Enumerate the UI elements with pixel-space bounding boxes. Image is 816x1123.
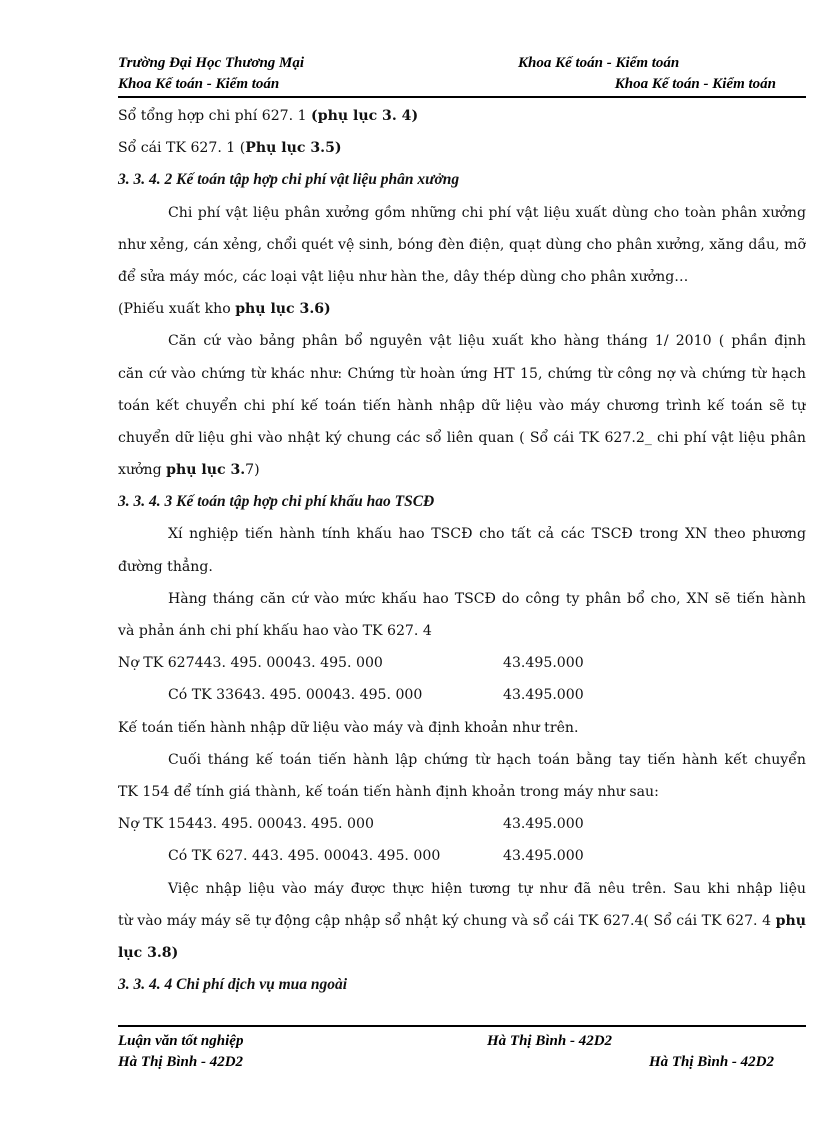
body-line: (Phiếu xuất kho phụ lục 3.6) [118,301,331,318]
body-line: Sổ tổng hợp chi phí 627. 1 (phụ lục 3. 4) [118,108,419,124]
paragraph-line: và phản ánh chi phí khấu hao vào TK 627. 4 [118,623,432,639]
body-line: xưởng phụ lục 3.7) [118,462,260,479]
paragraph-line: Kế toán tiến hành nhập dữ liệu vào máy và định khoản như trên. [118,719,579,736]
paragraph-line: Hàng tháng căn cứ vào mức khấu hao TSCĐ do công ty phân bổ cho, XN sẽ tiến hành [168,590,806,607]
paragraph-line: toán kết chuyển chi phí kế toán tiến hành nhập dữ liệu vào máy chương trình kế toán sẽ tự [118,397,806,414]
paragraph-line: Căn cứ vào bảng phân bổ nguyên vật liệu xuất kho hàng tháng 1/ 2010 ( phần định [168,333,806,350]
header-university: Trường Đại Học Thương Mại [118,55,305,71]
header-department-right: Khoa Kế toán - Kiểm toán [614,76,776,92]
paragraph-line: từ vào máy máy sẽ tự động cập nhập sổ nhật ký chung và sổ cái TK 627.4( Sổ cái TK 627. 4 phụ [118,912,806,929]
document-body [118,100,806,1001]
footer-author: Hà Thị Bình - 42D2 [118,1054,244,1070]
entry-amount: 43.495.000 [503,848,584,865]
paragraph-line: Việc nhập liệu vào máy được thực hiện tương tự như đã nêu trên. Sau khi nhập liệu [168,880,806,897]
paragraph-line: để sửa máy móc, các loại vật liệu như hàn the, dây thép dùng cho phân xưởng… [118,268,689,285]
journal-entry: Nợ TK 15443. 495. 00043. 495. 000 43.495.000 [118,808,806,840]
entry-amount: 43.495.000 [503,687,584,704]
section-heading-3342: 3. 3. 4. 2 Kế toán tập hợp chi phí vật liệu phân xưởng [118,171,460,189]
header-rule [118,96,806,98]
paragraph-line: đường thẳng. [118,558,213,575]
journal-entry: Nợ TK 627443. 495. 00043. 495. 000 43.495.000 [118,647,806,679]
entry-amount: 43.495.000 [503,816,584,833]
paragraph-line: TK 154 để tính giá thành, kế toán tiến hành định khoản trong máy như sau: [118,783,659,800]
footer-thesis: Luận văn tốt nghiệp [118,1033,244,1049]
footer-author-right: Hà Thị Bình - 42D2 [648,1054,774,1070]
entry-amount: 43.495.000 [503,655,584,672]
journal-entry: Có TK 33643. 495. 00043. 495. 000 43.495.000 [118,679,806,711]
paragraph-line: như xẻng, cán xẻng, chổi quét vệ sinh, bóng đèn điện, quạt dùng cho phân xưởng, xăng dầu, mỡ [118,236,806,253]
header-department: Khoa Kế toán - Kiểm toán [118,76,280,92]
paragraph-line: Xí nghiệp tiến hành tính khấu hao TSCĐ cho tất cả các TSCĐ trong XN theo phương [168,526,806,543]
header-department-top: Khoa Kế toán - Kiểm toán [518,55,680,71]
paragraph-line: chuyển dữ liệu ghi vào nhật ký chung các sổ liên quan ( Sổ cái TK 627.2_ chi phí vật liệu phân [118,429,806,446]
section-heading-3344: 3. 3. 4. 4 Chi phí dịch vụ mua ngoài [118,976,348,994]
section-heading-3343: 3. 3. 4. 3 Kế toán tập hợp chi phí khấu hao TSCĐ [118,493,435,511]
footer-rule [118,1025,806,1027]
paragraph-line: lục 3.8) [118,944,179,961]
paragraph-line: căn cứ vào chứng từ khác như: Chứng từ hoàn ứng HT 15, chứng từ công nợ và chứng từ hạch [118,365,806,382]
footer-author-top: Hà Thị Bình - 42D2 [487,1033,613,1049]
journal-entry: Có TK 627. 443. 495. 00043. 495. 000 43.495.000 [118,840,806,872]
paragraph-line: Cuối tháng kế toán tiến hành lập chứng từ hạch toán bằng tay tiến hành kết chuyển [168,751,806,768]
body-line: Sổ cái TK 627. 1 (Phụ lục 3.5) [118,140,342,157]
paragraph-line: Chi phí vật liệu phân xưởng gồm những chi phí vật liệu xuất dùng cho toàn phân xưởng [168,204,806,221]
